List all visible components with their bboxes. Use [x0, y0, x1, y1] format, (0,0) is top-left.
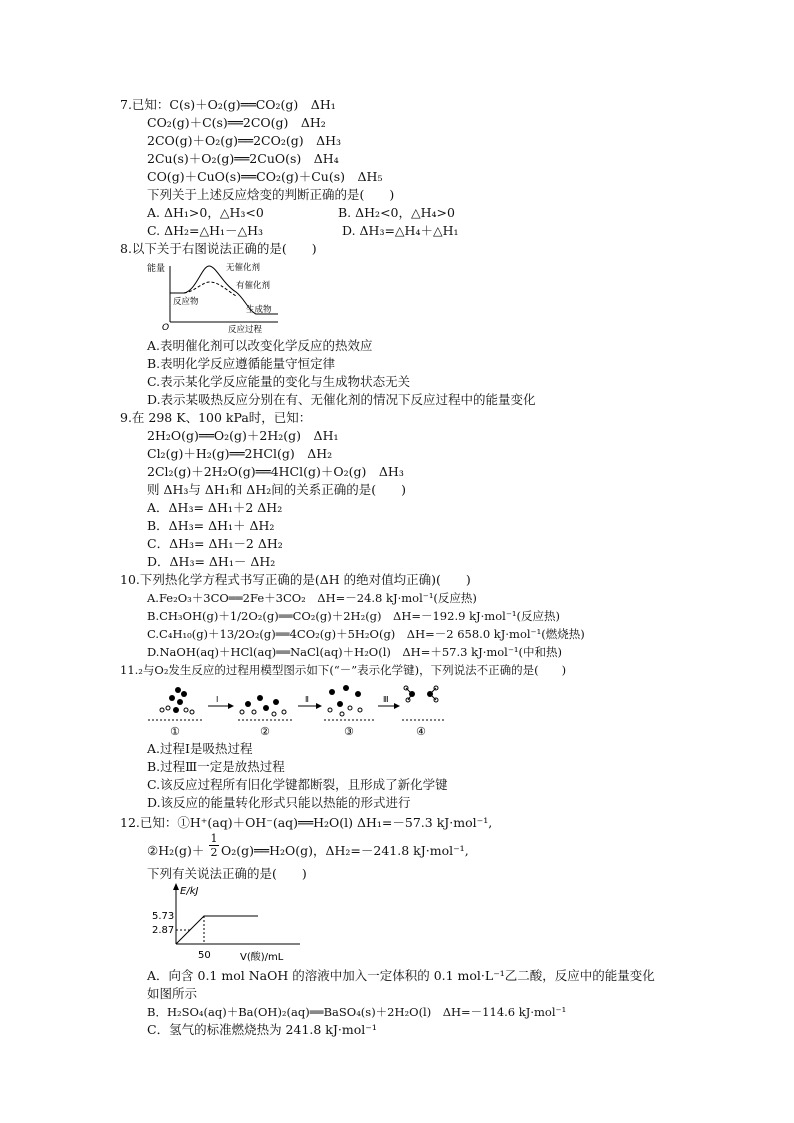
model-stage-1 [148, 687, 204, 720]
stage-4-label: ④ [416, 725, 426, 738]
energy-axis-label: 能量 [147, 264, 166, 274]
q11-option-c: C.该反应过程所有旧化学键都断裂，且形成了新化学键 [147, 777, 448, 792]
y1-tick: 5.73 [152, 911, 175, 922]
stage-1-label: ① [170, 725, 180, 738]
q9-stem: 9.在 298 K、100 kPa时，已知： [120, 410, 312, 425]
q10-option-b: B.CH₃OH(g)＋1/2O₂(g)══CO₂(g)＋2H₂(g) ΔH=－192.9 kJ·mol⁻¹(反应热) [147, 609, 560, 623]
q11-option-b: B.过程Ⅲ一定是放热过程 [147, 759, 285, 774]
q12-option-c: C．氢气的标准燃烧热为 241.8 kJ·mol⁻¹ [147, 1022, 377, 1037]
q7-eq2: CO₂(g)＋C(s)══2CO(g) ΔH₂ [147, 115, 326, 130]
q8-stem: 8.以下关于右图说法正确的是( ) [120, 241, 317, 256]
stage-2-label: ② [260, 725, 270, 738]
model-stage-3 [324, 685, 374, 720]
q7-eq3: 2CO(g)＋O₂(g)══2CO₂(g) ΔH₃ [147, 133, 342, 148]
q11-option-d: D.该反应的能量转化形式只能以热能的形式进行 [147, 795, 411, 810]
q8-option-b: B.表明化学反应遵循能量守恒定律 [147, 356, 336, 371]
q12-option-a-line1: A．向含 0.1 mol NaOH 的溶液中加入一定体积的 0.1 mol·L⁻¹乙二酸，反应中的能量变化 [147, 968, 655, 983]
q7-eq4: 2Cu(s)＋O₂(g)══2CuO(s) ΔH₄ [147, 151, 339, 166]
reactant-label: 反应物 [173, 297, 199, 307]
q12-option-a-line2: 如图所示 [147, 986, 198, 1001]
q9-option-d: D．ΔH₃= ΔH₁－ ΔH₂ [147, 554, 276, 569]
x1-tick: 50 [198, 950, 211, 961]
v-axis-label: V(酸)/mL [240, 952, 284, 963]
arrow-1-head [228, 703, 234, 709]
e-axis-label: E/kJ [180, 886, 199, 897]
q9-option-c: C．ΔH₃= ΔH₁－2 ΔH₂ [147, 536, 283, 551]
q10-option-d: D.NaOH(aq)＋HCl(aq)══NaCl(aq)＋H₂O(l) ΔH=＋57.3 kJ·mol⁻¹(中和热) [147, 645, 563, 659]
process-axis-label: 反应过程 [228, 325, 263, 334]
q12-eq2-part1: ②H₂(g)＋ [147, 843, 205, 858]
arrow-1-label: Ⅰ [216, 695, 219, 704]
q10-option-a: A.Fe₂O₃＋3CO══2Fe＋3CO₂ ΔH=－24.8 kJ·mol⁻¹(反应热) [147, 591, 477, 605]
q7-option-d: D. ΔH₃=△H₄＋△H₁ [342, 223, 459, 238]
q7-option-b: B. ΔH₂<0，△H₄>0 [338, 205, 455, 220]
q12-stem: 12.已知：①H⁺(aq)＋OH⁻(aq)══H₂O(l) ΔH₁=－57.3 kJ·mol⁻¹, [120, 815, 493, 830]
q9-option-b: B．ΔH₃= ΔH₁＋ ΔH₂ [147, 518, 275, 533]
y2-tick: 2.87 [152, 925, 175, 936]
model-stage-4 [402, 686, 444, 720]
catalyzed-label: 有催化剂 [236, 281, 271, 291]
q7-question: 下列关于上述反应焓变的判断正确的是( ) [147, 187, 395, 202]
arrow-3-head [394, 703, 400, 709]
catalyzed-curve [184, 282, 236, 296]
stage-3-label: ③ [344, 725, 354, 738]
q8-option-a: A.表明催化剂可以改变化学反应的热效应 [147, 338, 373, 353]
q7-stem: 7.已知：C(s)＋O₂(g)══CO₂(g) ΔH₁ [120, 97, 336, 112]
q12-eq2-part2: O₂(g)══H₂O(g)，ΔH₂=－241.8 kJ·mol⁻¹, [221, 843, 469, 858]
q7-eq5: CO(g)＋CuO(s)══CO₂(g)＋Cu(s) ΔH₅ [147, 169, 383, 184]
q12-fraction [209, 832, 219, 859]
q7-option-a: A. ΔH₁>0，△H₃<0 [147, 205, 264, 220]
fraction-numerator: 1 [210, 832, 218, 845]
q9-option-a: A．ΔH₃= ΔH₁＋2 ΔH₂ [147, 500, 283, 515]
q9-question: 则 ΔH₃与 ΔH₁和 ΔH₂间的关系正确的是( ) [147, 482, 406, 497]
neutralization-graph [140, 882, 310, 966]
e-axis-arrow [173, 883, 179, 890]
q10-option-c: C.C₄H₁₀(g)＋13/2O₂(g)══4CO₂(g)＋5H₂O(g) ΔH=－2 658.0 kJ·mol⁻¹(燃烧热) [147, 627, 585, 641]
model-stage-2 [238, 695, 294, 720]
q8-option-c: C.表示某化学反应能量的变化与生成物状态无关 [147, 374, 411, 389]
arrow-2-label: Ⅱ [305, 695, 309, 704]
q12-question: 下列有关说法正确的是( ) [147, 866, 307, 881]
q12-option-b: B．H₂SO₄(aq)＋Ba(OH)₂(aq)══BaSO₄(s)＋2H₂O(l) ΔH=－114.6 kJ·mol⁻¹ [147, 1005, 567, 1019]
q11-stem: 11.₂与O₂发生反应的过程用模型图示如下(“－”表示化学键)，下列说法不正确的是( ) [120, 663, 567, 677]
uncatalyzed-label: 无催化剂 [226, 263, 261, 273]
reaction-model-diagram [146, 680, 446, 740]
q9-eq1: 2H₂O(g)══O₂(g)＋2H₂(g) ΔH₁ [147, 428, 339, 443]
q9-eq2: Cl₂(g)＋H₂(g)══2HCl(g) ΔH₂ [147, 446, 333, 461]
origin-label: O [162, 323, 170, 333]
q8-option-d: D.表示某吸热反应分别在有、无催化剂的情况下反应过程中的能量变化 [147, 392, 536, 407]
arrow-2-head [316, 703, 322, 709]
q10-stem: 10.下列热化学方程式书写正确的是(ΔH 的绝对值均正确)( ) [120, 572, 471, 587]
q9-eq3: 2Cl₂(g)＋2H₂O(g)══4HCl(g)＋O₂(g) ΔH₃ [147, 464, 404, 479]
energy-diagram [144, 258, 284, 334]
q11-option-a: A.过程Ⅰ是吸热过程 [147, 741, 253, 756]
product-label: 生成物 [246, 305, 272, 315]
arrow-3-label: Ⅲ [383, 695, 389, 704]
fraction-denominator: 2 [210, 846, 218, 859]
q7-option-c: C. ΔH₂=△H₁－△H₃ [147, 223, 264, 238]
